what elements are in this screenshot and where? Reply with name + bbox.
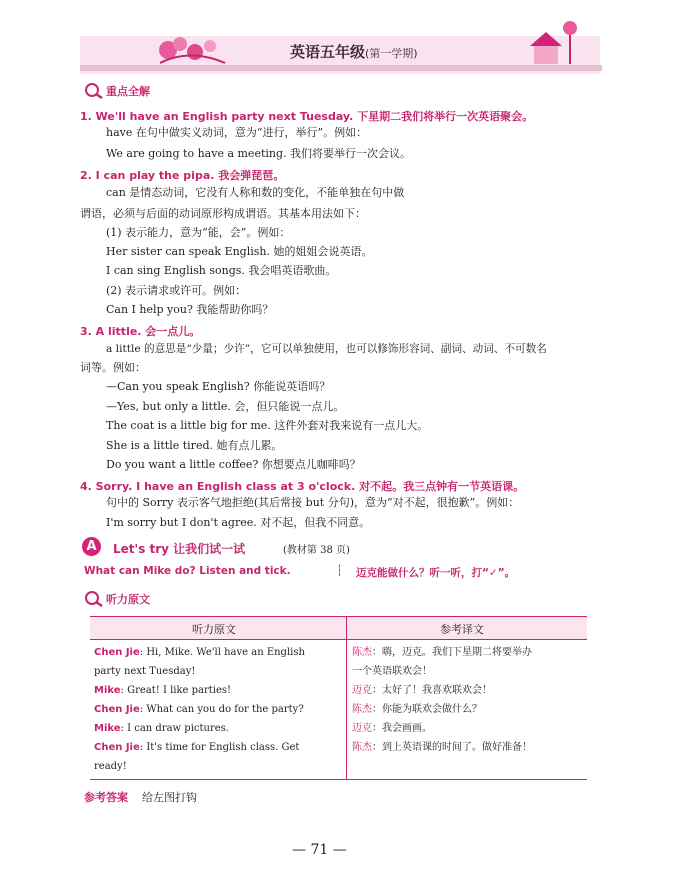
table-divider [346,616,347,779]
point-2-example-3: Can I help you? 我能帮助你吗？ [106,303,274,316]
point-3-example-4: She is a little tired. 她有点儿累。 [106,439,283,452]
listening-heading: 听力原文 [106,593,150,606]
instruction-separator: ┆ [336,564,343,577]
listening-table [90,616,587,780]
flower-decoration-icon [150,18,230,68]
point-2-usage-1: (1) 表示能力，意为“能，会”。例如： [106,226,291,239]
key-points-heading: 重点全解 [106,85,150,98]
translation-line: 陈杰：你能为联欢会做什么？ [352,704,482,715]
script-line: Mike: I can draw pictures. [94,723,229,734]
script-line: Chen Jie: What can you do for the party? [94,704,304,715]
point-2-explain-b: 谓语，必须与后面的动词原形构成谓语。其基本用法如下： [80,207,366,220]
col-header-script: 听力原文 [192,623,236,636]
translation-line: 迈克：我会画画。 [352,723,432,734]
script-line: ready! [94,761,127,772]
translation-line: 陈杰：到上英语课的时间了。做好准备！ [352,742,532,753]
table-header [90,616,587,640]
textbook-page-note: (教材第 38 页) [283,545,350,556]
point-4-explain: 句中的 Sorry 表示客气地拒绝(其后常接 but 分句)，意为“对不起，很抱歉”。例如： [106,496,520,509]
point-2-example-2: I can sing English songs. 我会唱英语歌曲。 [106,264,337,277]
point-3-example-2: —Yes, but only a little. 会，但只能说一点儿。 [106,400,345,413]
magnifier-icon [84,590,106,608]
page-number: — 71 — [292,842,347,858]
instruction-chinese: 迈克能做什么？听一听，打“✓”。 [356,567,516,579]
point-3-explain-a: a little 的意思是“少量；少许”，它可以单独使用，也可以修饰形容词、副词、动词、不可数名 [106,343,547,355]
translation-line: 迈克：太好了！我喜欢联欢会！ [352,685,492,696]
point-2-explain-a: can 是情态动词，它没有人称和数的变化，不能单独在句中做 [106,186,405,199]
point-4-example: I'm sorry but I don't agree. 对不起，但我不同意。 [106,516,371,529]
script-line: party next Tuesday! [94,666,196,677]
script-line: Chen Jie: Hi, Mike. We'll have an English [94,647,305,658]
script-line: Mike: Great! I like parties! [94,685,232,696]
point-3-example-1: —Can you speak English? 你能说英语吗？ [106,380,331,393]
lets-try-title: Let's try 让我们试一试 [113,542,246,556]
house-tree-decoration-icon [522,18,582,73]
point-3-title: 3. A little. 会一点儿。 [80,325,201,338]
point-2-example-1: Her sister can speak English. 她的姐姐会说英语。 [106,245,373,258]
magnifier-icon [84,82,106,100]
point-1-example: We are going to have a meeting. 我们将要举行一次会议。 [106,147,412,160]
answer-text: 给左图打钩 [142,791,197,804]
translation-line: 一个英语联欢会！ [352,666,432,677]
part-a-badge: A [82,537,101,556]
answer-label: 参考答案 [84,791,128,804]
point-3-example-3: The coat is a little big for me. 这件外套对我来说有一点儿大。 [106,419,429,432]
col-header-translation: 参考译文 [440,623,484,636]
point-1-title: 1. We'll have an English party next Tuesday. 下星期二我们将举行一次英语聚会。 [80,110,534,123]
point-3-explain-b: 词等。例如： [80,361,146,374]
script-line: Chen Jie: It's time for English class. Get [94,742,300,753]
instruction-english: What can Mike do? Listen and tick. [84,565,291,577]
point-4-title: 4. Sorry. I have an English class at 3 o'clock. 对不起。我三点钟有一节英语课。 [80,480,525,493]
point-2-usage-2: (2) 表示请求或许可。例如： [106,284,247,297]
point-3-example-5: Do you want a little coffee? 你想要点儿咖啡吗？ [106,458,361,471]
point-2-title: 2. I can play the pipa. 我会弹琵琶。 [80,169,285,182]
book-title: 英语五年级(第一学期) [290,43,418,61]
point-1-explain: have 在句中做实义动词，意为“进行，举行”。例如： [106,126,368,139]
translation-line: 陈杰：嗨，迈克。我们下星期二将要举办 [352,647,532,658]
